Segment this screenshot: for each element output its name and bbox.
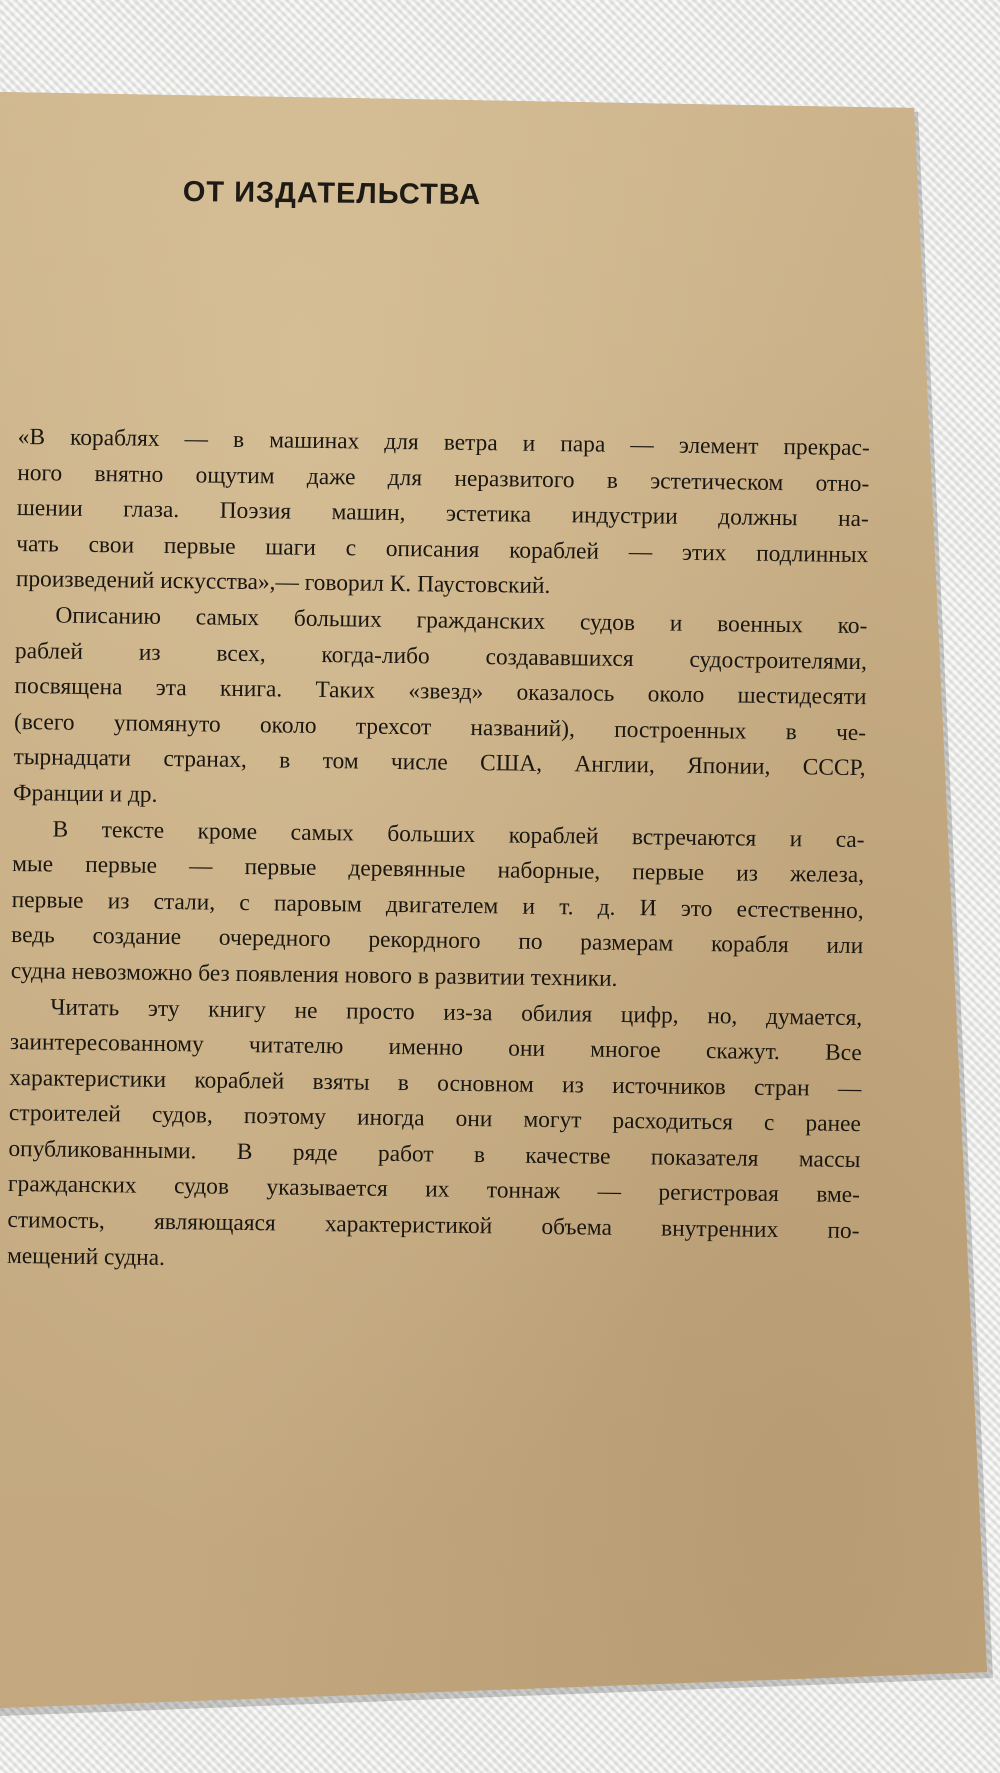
text-line: характеристики кораблей взяты в основном из источников стран — — [9, 1064, 862, 1102]
text-line: (всего упомянуто около трехсот названий), построенных в че- — [13, 708, 867, 746]
text-line: судна невозможно без появления нового в развитии техники. — [10, 957, 618, 992]
text-line: раблей из всех, когда-либо создававшихся судостроителями, — [14, 637, 868, 675]
text-line: ведь создание очередного рекордного по размерам корабля или — [11, 922, 864, 960]
page-body-text — [7, 420, 870, 1285]
text-line: посвящена эта книга. Таких «звезд» оказалось около шестидесяти — [14, 673, 867, 711]
text-line: мещений судна. — [6, 1242, 166, 1271]
text-line: «В кораблях — в машинах для ветра и пара — элемент прекрас- — [17, 423, 870, 462]
text-line: шении глаза. Поэзия машин, эстетика индустрии должны на- — [16, 495, 869, 533]
page-heading: ОТ ИЗДАТЕЛЬСТВА — [182, 176, 482, 212]
text-line: заинтересованному читателю именно они многое скажут. Все — [9, 1029, 862, 1067]
text-line: гражданских судов указывается их тоннаж — регистровая вме- — [7, 1171, 861, 1209]
text-line: Читать эту книгу не просто из-за обилия цифр, но, думается, — [50, 993, 863, 1031]
text-line: чать свои первые шаги с описания кораблей — этих подлинных — [16, 530, 869, 568]
text-line: произведений искусства»,— говорил К. Паустовский. — [15, 566, 551, 600]
text-line: тырнадцати странах, в том числе США, Англии, Японии, СССР, — [13, 744, 866, 782]
paragraph-1 — [16, 420, 870, 609]
paragraph-4 — [7, 989, 863, 1285]
text-line: Описанию самых больших гражданских судов и военных ко- — [55, 602, 868, 640]
text-line: Франции и др. — [12, 779, 158, 808]
paragraph-2 — [13, 598, 868, 823]
paragraph-3 — [11, 811, 865, 1000]
text-line: опубликованными. В ряде работ в качестве показателя массы — [8, 1135, 861, 1173]
text-line: стимость, являющаяся характеристикой объема внутренних по- — [7, 1206, 860, 1245]
text-line: ного внятно ощутим даже для неразвитого в эстетическом отно- — [17, 459, 870, 497]
text-line: мые первые — первые деревянные наборные, первые из железа, — [12, 851, 865, 889]
text-line: В тексте кроме самых больших кораблей встречаются и са- — [52, 816, 865, 853]
text-line: первые из стали, с паровым двигателем и т. д. И это естественно, — [11, 886, 864, 924]
text-line: строителей судов, поэтому иногда они могут расходиться с ранее — [8, 1100, 862, 1138]
